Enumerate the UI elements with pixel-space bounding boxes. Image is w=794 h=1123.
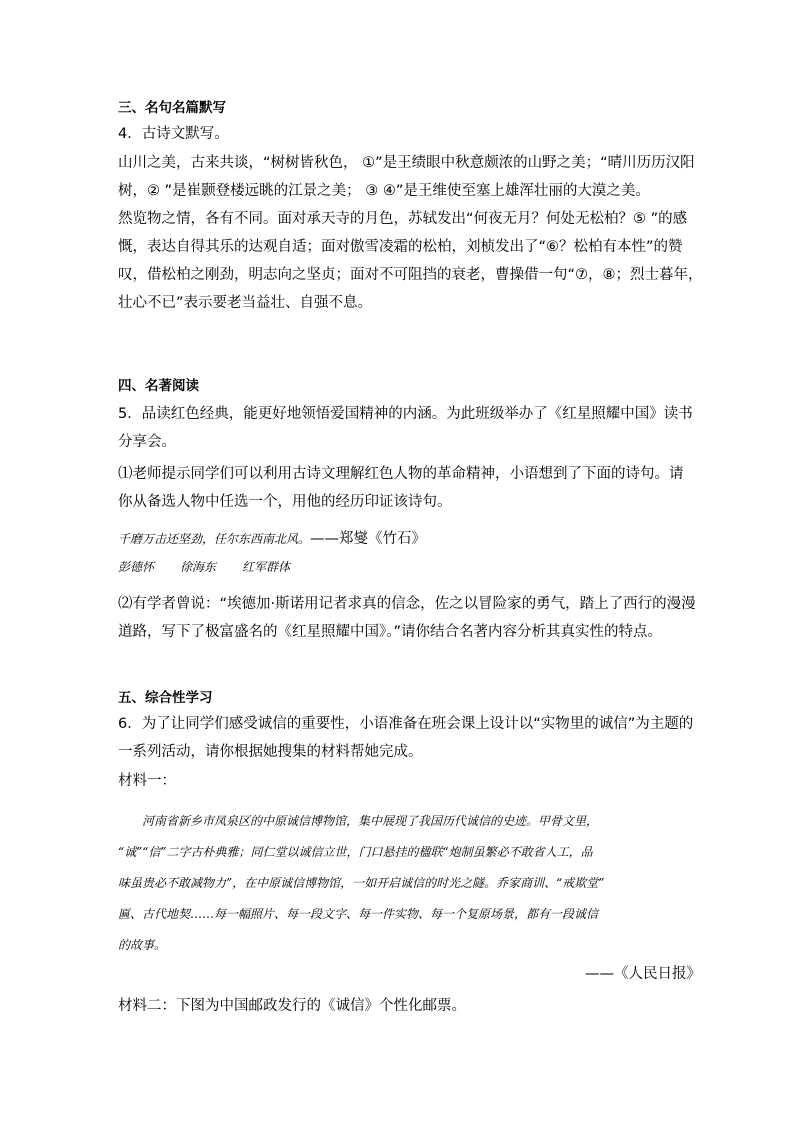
poem-quote [118,528,683,549]
question-5-body [118,404,693,460]
text-line: 河南省新乡市凤泉区的中原诚信博物馆，集中展现了我国历代诚信的史迹。甲骨文里， [142,814,599,828]
material-2-line: 材料二：下图为中国邮政发行的《诚信》个性化邮票。 [118,998,466,1014]
text-line: 壮心不已”表示要老当益壮、自强不息。 [118,295,373,311]
text-line: 叹，借松柏之刚劲，明志向之坚贞；面对不可阻挡的衰老，曹操借一句“⑦，⑧；烈士暮年， [118,267,703,283]
text-line: “诚”“信”二字古朴典雅；同仁堂以诚信立世，门口悬挂的楹联“炮制虽繁必不敢省人工，品 [118,845,593,859]
poem-line: 千磨万击还坚劲，任尔东西南北风。 [118,532,311,546]
text-line: 山川之美，古来共谈，“树树皆秋色， ①”是王绩眼中秋意颇浓的山野之美；“晴川历历汉阳 [118,155,695,171]
section-heading-3: 三、名句名篇默写 [118,100,226,116]
question-5-part-1 [118,464,683,520]
text-line: 6．为了让同学们感受诚信的重要性，小语准备在班会课上设计以“实物里的诚信”为主题的 [118,716,694,732]
text-line: 味虽贵必不敢减物力”，在中原诚信博物馆，一如开启诚信的时光之隧。乔家商训、“戒欺堂” [118,876,605,890]
poem-source: ——郑燮《竹石》 [310,531,427,547]
question-4-title: 4．古诗文默写。 [118,126,229,142]
section-heading-4: 四、名著阅读 [118,378,199,394]
question-5-part-2 [118,594,696,650]
text-line: 5．品读红色经典，能更好地领悟爱国精神的内涵。为此班级举办了《红星照耀中国》读书 [118,406,693,422]
candidate-item: 红军群体 [242,560,291,574]
text-line: 慨，表达自得其乐的达观自适；面对傲雪凌霜的松柏，刘桢发出了“⑥？松柏有本性”的赞 [118,239,683,255]
text-line: 树，② ”是崔颢登楼远眺的江景之美； ③ ④”是王维使至塞上雄浑壮丽的大漠之美。 [118,183,650,199]
text-line: 的故事。 [118,938,167,952]
text-line: 匾、古代地契……每一幅照片、每一段文字、每一件实物、每一个复原场景，都有一段诚信 [118,907,599,921]
text-line: ⑵有学者曾说：“埃德加·斯诺用记者求真的信念，佐之以冒险家的勇气，踏上了西行的漫漫 [118,596,696,612]
candidate-item: 彭德怀 [118,560,155,574]
candidate-item: 徐海东 [180,560,217,574]
text-line: 然览物之情，各有不同。面对承天寺的月色，苏轼发出“何夜无月？何处无松柏？⑤ ”的感 [118,211,688,227]
question-6-body [118,714,694,770]
text-line: 一系列活动，请你根据她搜集的材料帮她完成。 [118,744,423,760]
text-line: 你从备选人物中任选一个，用他的经历印证该诗句。 [118,494,452,510]
text-line: 分享会。 [118,434,176,450]
text-line: 道路，写下了极富盛名的《红星照耀中国》。”请你结合名著内容分析其真实性的特点。 [118,624,663,640]
text-line: ⑴老师提示同学们可以利用古诗文理解红色人物的革命精神，小语想到了下面的诗句。请 [118,466,684,482]
section-heading-5: 五、综合性学习 [118,690,213,706]
stamp-image-area [118,1025,683,1105]
material-1-text [118,812,683,967]
material-1-label: 材料一： [118,773,176,789]
material-1-source: ——《人民日报》 [585,966,701,982]
question-4-body [118,153,703,321]
candidate-list [118,556,683,576]
